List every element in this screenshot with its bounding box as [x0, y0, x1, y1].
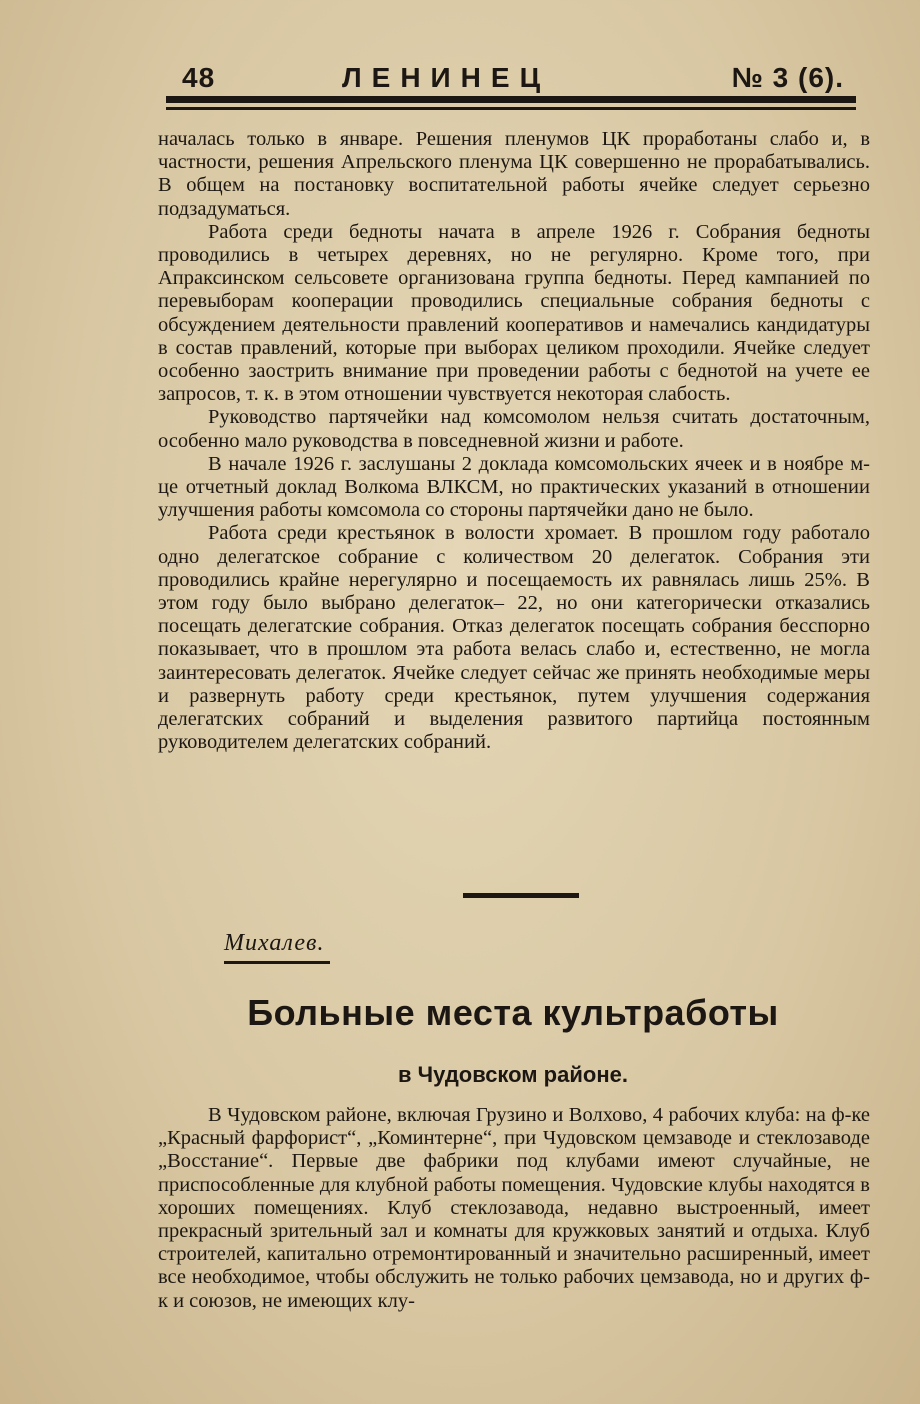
paragraph: В начале 1926 г. заслушаны 2 доклада комсомольских ячеек и в ноябре м-це отчетный доклад Волкома ВЛКСМ, но практических указаний в отношении улучшения работы комсомола со стороны партячейки дано не было. [158, 452, 870, 522]
section-divider [463, 893, 579, 898]
article-author: Михалев. [224, 930, 325, 956]
article-title: Больные места культработы [247, 992, 779, 1033]
page-header [160, 58, 860, 98]
page-number: 48 [182, 62, 216, 93]
article-subtitle: в Чудовском районе. [398, 1062, 628, 1087]
article-2-body [158, 1104, 870, 1313]
paragraph: Работа среди бедноты начата в апреле 1926 г. Собрания бедноты проводились в четырех деревнях, но не регулярно. Кроме того, при Апраксинском сельсовете организована группа бедноты. Перед кампанией по перевыборам кооперации проводились специальные собрания бедноты с обсуждением деятельности правлений кооперативов и намечались кандидатуры в состав правлений, которые при выборах целиком проходили. Ячейке следует особенно заострить внимание при проведении работы с беднотой на учете ее запросов, т. к. в этом отношении чувствуется некоторая слабость. [158, 220, 870, 406]
article-1-body [158, 128, 870, 754]
paragraph: Работа среди крестьянок в волости хромает. В прошлом году работало одно делегатское собрание с количеством 20 делегаток. Собрания эти проводились крайне нерегулярно и посещаемость их равнялась лишь 25%. В этом году было выбрано делегаток– 22, но они категорически отказались посещать делегатские собрания. Отказ делегаток посещать собрания бесспорно показывает, что в прошлом эта работа велась слабо и, естественно, не могла заинтересовать делегаток. Ячейке следует сейчас же принять необходимые меры и развернуть работу среди крестьянок, путем улучшения содержания делегатских собраний и выделения развитого партийца постоянным руководителем делегатских собраний. [158, 522, 870, 754]
author-underline [224, 961, 330, 964]
header-rule-thin [166, 107, 856, 110]
journal-title: ЛЕНИНЕЦ [342, 62, 551, 93]
paragraph: В Чудовском районе, включая Грузино и Волхово, 4 рабочих клуба: на ф-ке „Красный фарфорист“, „Коминтерне“, при Чудовском цемзаводе и стеклозаводе „Восстание“. Первые две фабрики под клубами имеют случайные, не приспособленные для клубной работы помещения. Чудовские клубы находятся в хороших помещениях. Клуб стеклозавода, недавно выстроенный, имеет прекрасный зрительный зал и комнаты для кружковых занятий и отдыха. Клуб строителей, капитально отремонтированный и значительно расширенный, имеет все необходимое, чтобы обслужить не только рабочих цемзавода, но и других ф-к и союзов, не имеющих клу- [158, 1104, 870, 1312]
issue-number: № 3 (6). [731, 62, 844, 93]
paragraph: началась только в январе. Решения пленумов ЦК проработаны слабо и, в частности, решения Апрельского пленума ЦК совершенно не прорабатывались. В общем на постановку воспитательной работы ячейке следует серьезно подзадуматься. [158, 128, 870, 220]
header-rule-thick [166, 96, 856, 103]
paragraph: Руководство партячейки над комсомолом нельзя считать достаточным, особенно мало руководства в повседневной жизни и работе. [158, 406, 870, 452]
